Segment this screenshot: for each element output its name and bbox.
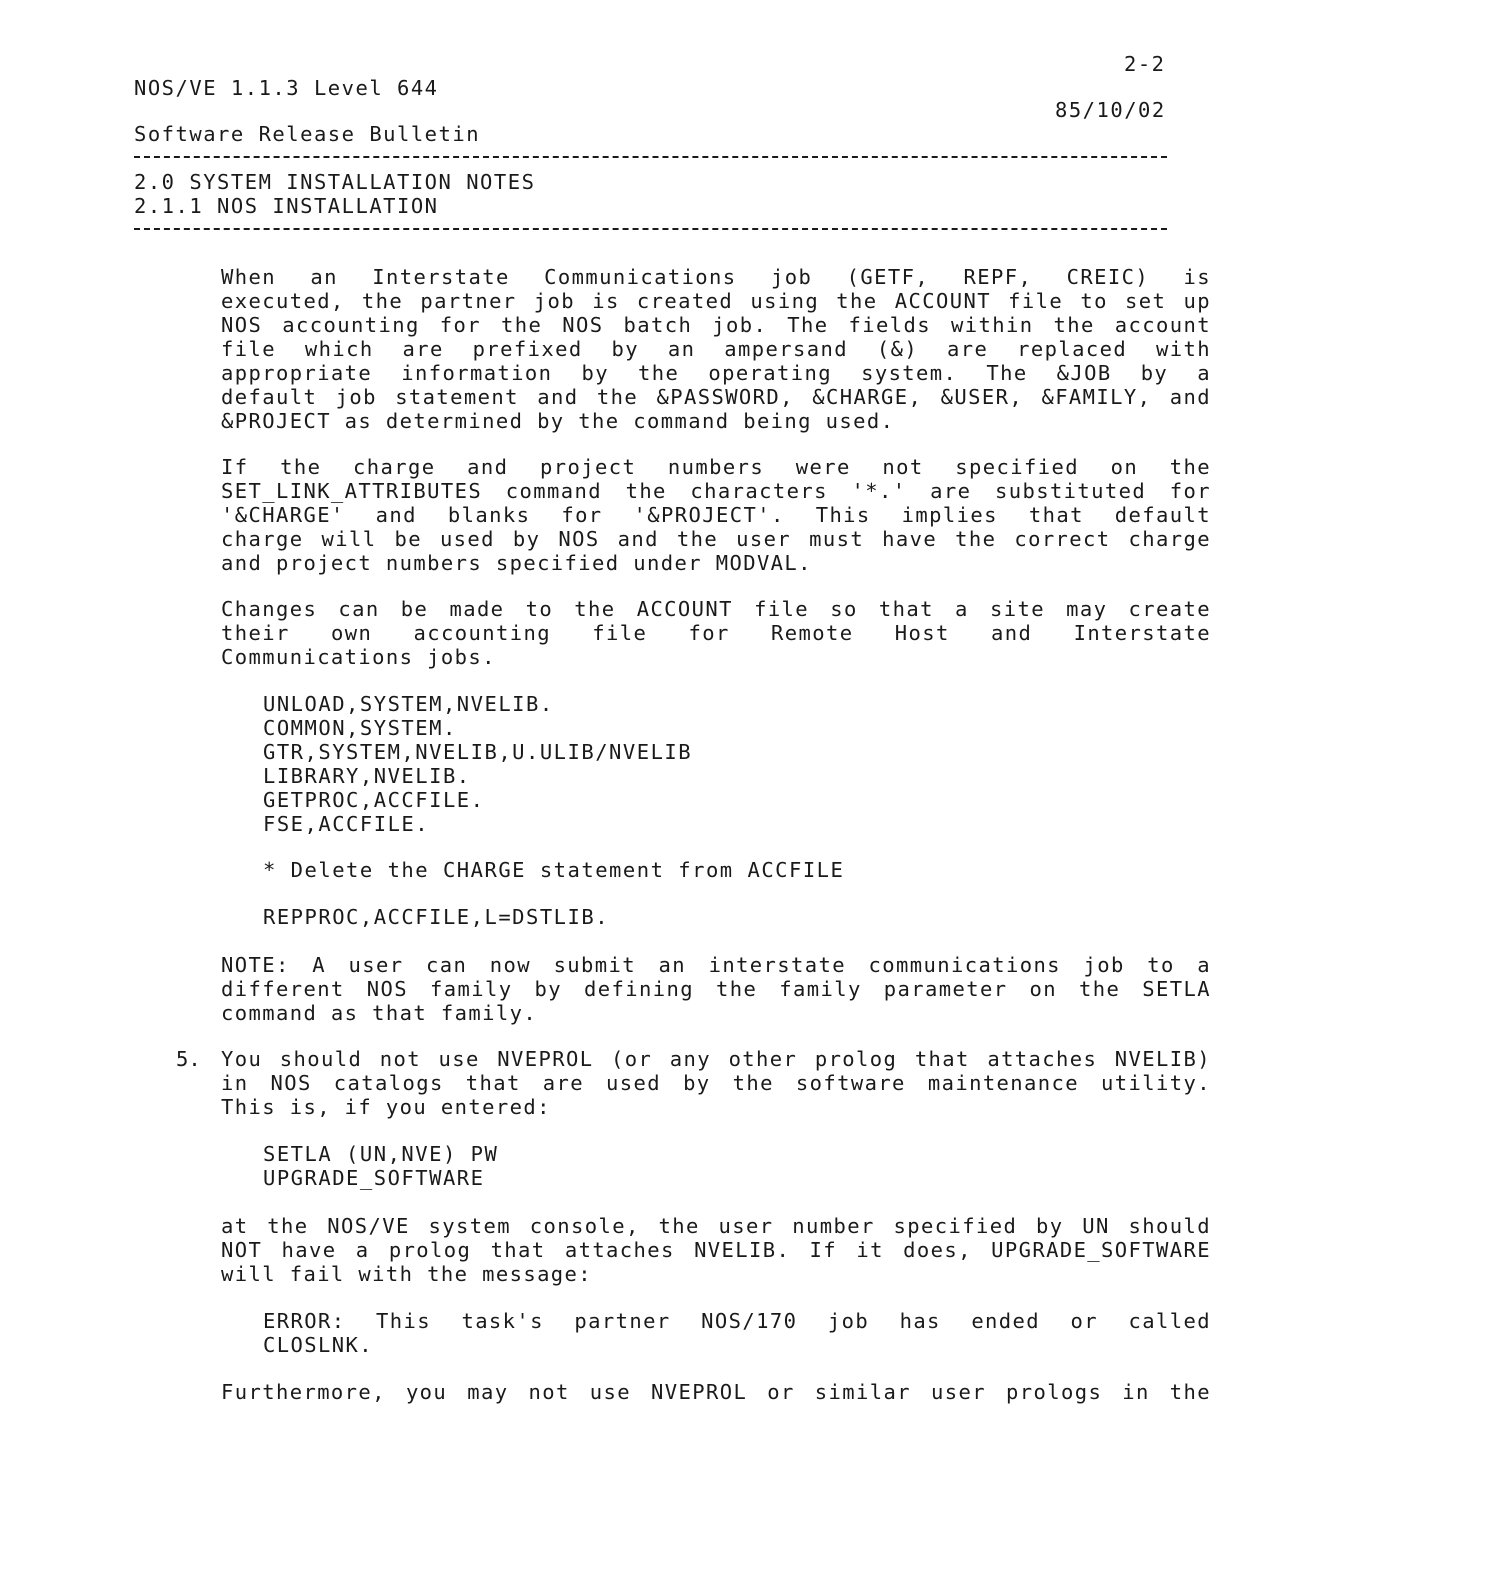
item-number: 5. [176,1047,201,1071]
paragraph-charge-project [221,455,1211,575]
text-line: file which are prefixed by an ampersand (&) are replaced with [221,337,1211,361]
text-line: Communications jobs. [221,645,496,669]
text-line: NOT have a prolog that attaches NVELIB. If it does, UPGRADE_SOFTWARE [221,1238,1211,1262]
text-line: &PROJECT as determined by the command being used. [221,409,895,433]
code-line: GTR,SYSTEM,NVELIB,U.ULIB/NVELIB [263,740,693,764]
text-line: Changes can be made to the ACCOUNT file so that a site may create [221,597,1211,621]
paragraph-user-number [221,1214,1211,1286]
code-line: UPGRADE_SOFTWARE [263,1166,485,1190]
page-number: 2-2 [1124,52,1166,76]
note-paragraph [221,953,1211,1025]
code-line: FSE,ACCFILE. [263,812,430,836]
text-line: in NOS catalogs that are used by the software maintenance utility. [221,1071,1211,1095]
text-line: executed, the partner job is created using the ACCOUNT file to set up [221,289,1211,313]
text-line: This is, if you entered: [221,1095,551,1119]
text-line: and project numbers specified under MODVAL. [221,551,812,575]
text-line: SET_LINK_ATTRIBUTES command the characters '*.' are substituted for [221,479,1211,503]
text-line: NOTE: A user can now submit an interstate communications job to a [221,953,1211,977]
paragraph-furthermore [221,1380,1211,1404]
text-line: different NOS family by defining the family parameter on the SETLA [221,977,1211,1001]
text-line: charge will be used by NOS and the user must have the correct charge [221,527,1211,551]
text-line: their own accounting file for Remote Host and Interstate [221,621,1211,645]
subsection-title: 2.1.1 NOS INSTALLATION [134,194,439,218]
code-line: GETPROC,ACCFILE. [263,788,485,812]
code-line: REPPROC,ACCFILE,L=DSTLIB. [263,905,610,929]
paragraph-account-changes [221,597,1211,669]
text-line: will fail with the message: [221,1262,593,1286]
text-line: When an Interstate Communications job (GETF, REPF, CREIC) is [221,265,1211,289]
text-line: ERROR: This task's partner NOS/170 job has ended or called [263,1309,1211,1333]
text-line: '&CHARGE' and blanks for '&PROJECT'. This implies that default [221,503,1211,527]
top-divider [134,156,1167,158]
text-line: Furthermore, you may not use NVEPROL or similar user prologs in the [221,1380,1211,1404]
text-line: appropriate information by the operating system. The &JOB by a [221,361,1211,385]
paragraph-account-file [221,265,1211,433]
code-line: SETLA (UN,NVE) PW [263,1142,499,1166]
text-line: If the charge and project numbers were not specified on the [221,455,1211,479]
date: 85/10/02 [1055,98,1166,122]
text-line: at the NOS/VE system console, the user number specified by UN should [221,1214,1211,1238]
code-line: COMMON,SYSTEM. [263,716,457,740]
section-title: 2.0 SYSTEM INSTALLATION NOTES [134,170,536,194]
text-line: default job statement and the &PASSWORD, &CHARGE, &USER, &FAMILY, and [221,385,1211,409]
product-version: NOS/VE 1.1.3 Level 644 [134,76,439,100]
text-line: CLOSLNK. [263,1333,373,1357]
item-5-paragraph [221,1047,1211,1119]
text-line: You should not use NVEPROL (or any other prolog that attaches NVELIB) [221,1047,1211,1071]
document-title: Software Release Bulletin [134,122,481,146]
text-line: NOS accounting for the NOS batch job. The fields within the account [221,313,1211,337]
section-divider [134,228,1167,230]
error-message [263,1309,1211,1357]
text-line: command as that family. [221,1001,538,1025]
code-line: LIBRARY,NVELIB. [263,764,471,788]
code-comment: * Delete the CHARGE statement from ACCFILE [263,858,845,882]
code-line: UNLOAD,SYSTEM,NVELIB. [263,692,554,716]
